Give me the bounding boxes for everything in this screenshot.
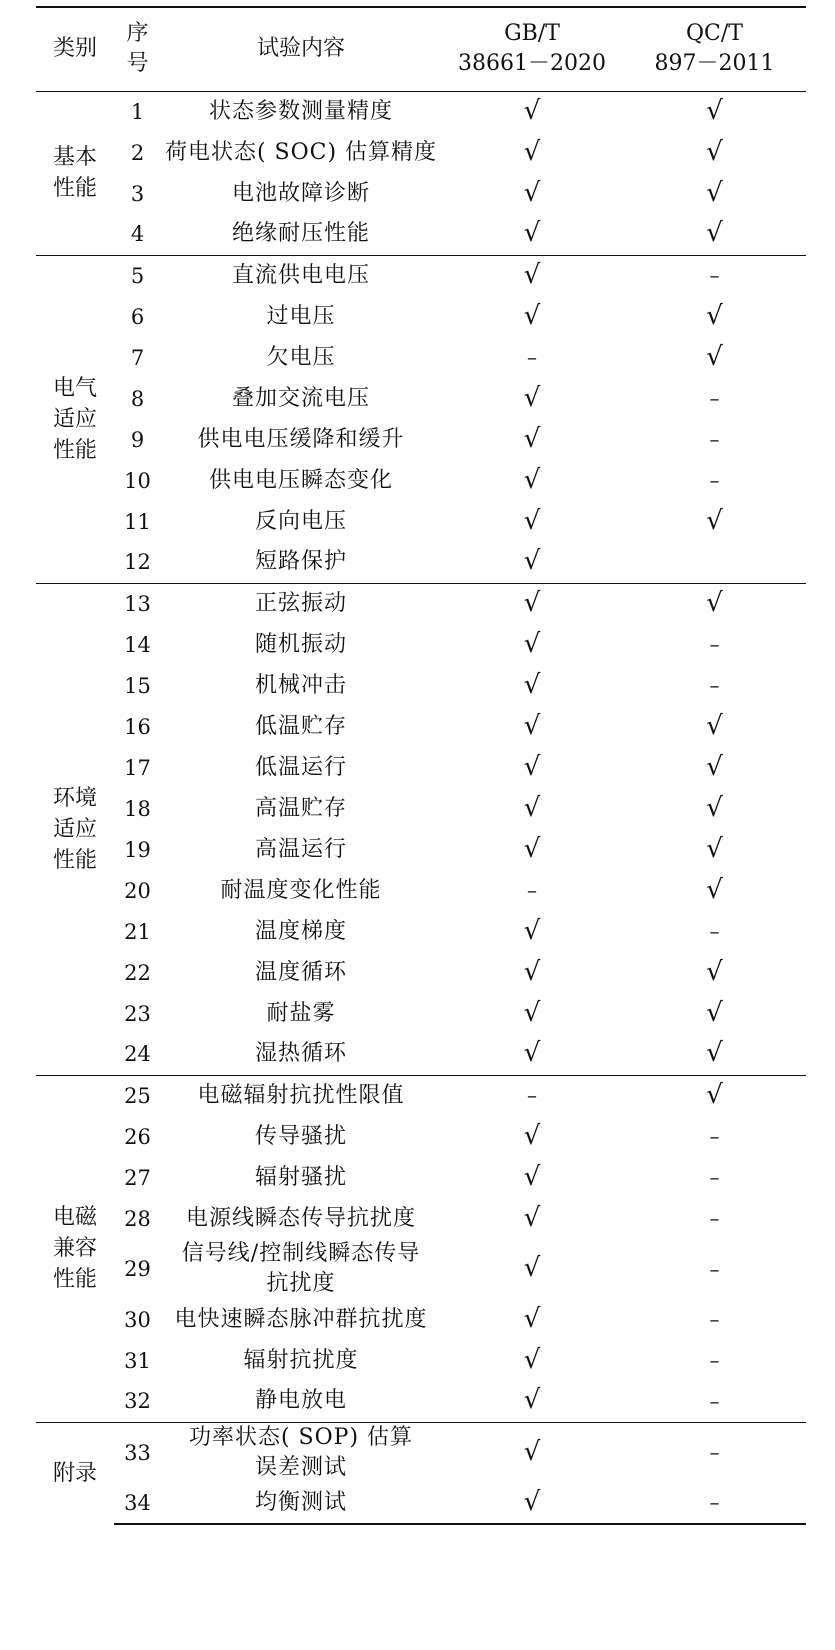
check-mark: √: [523, 710, 541, 741]
qc-mark-cell: [623, 173, 806, 214]
qc-mark-cell: [623, 583, 806, 624]
row-number: 6: [130, 304, 145, 329]
gb-mark-cell: [441, 1299, 623, 1340]
dash-mark: –: [709, 1348, 720, 1372]
check-mark: √: [523, 259, 541, 290]
dash-mark: –: [709, 386, 720, 410]
check-mark: √: [706, 587, 723, 618]
test-item: 绝缘耐压性能: [231, 221, 370, 247]
table-body: [36, 91, 806, 1524]
check-mark: √: [523, 1253, 541, 1283]
check-mark: √: [523, 1436, 541, 1467]
row-number: 32: [124, 1389, 151, 1414]
category-cell: [36, 583, 114, 1075]
gb-mark-cell: [441, 460, 623, 501]
row-number: 2: [130, 140, 145, 165]
gb-mark-cell: [441, 91, 623, 132]
category-label-line: 电气: [52, 375, 97, 401]
test-item: 低温贮存: [254, 713, 347, 739]
test-item-line: 抗扰度: [266, 1271, 336, 1296]
gb-mark-cell: [441, 214, 623, 255]
gb-mark-cell: [441, 1116, 623, 1157]
qc-mark-cell: [623, 747, 806, 788]
check-mark: √: [523, 628, 541, 659]
dash-mark: –: [709, 1256, 720, 1281]
category-label-line: 兼容: [52, 1236, 97, 1261]
test-item: [161, 1422, 441, 1483]
gb-mark-cell: [441, 706, 623, 747]
test-item: 温度循环: [254, 959, 347, 985]
test-item: 欠电压: [266, 344, 336, 370]
test-item: 湿热循环: [254, 1041, 347, 1067]
gb-mark-cell: [441, 870, 623, 911]
table-row: [36, 91, 806, 132]
qc-mark-cell: [623, 870, 806, 911]
dash-mark: –: [527, 878, 537, 902]
category-label-line: 适应: [52, 406, 97, 432]
table-row: [36, 788, 806, 829]
check-mark: √: [523, 1202, 541, 1233]
table-row: [36, 501, 806, 542]
row-number: 11: [124, 509, 151, 534]
gb-mark-cell: [441, 993, 623, 1034]
row-number: 7: [130, 345, 145, 370]
test-item: 电源线瞬态传导抗扰度: [185, 1205, 416, 1231]
table-row: [36, 1116, 806, 1157]
gb-mark-cell: [441, 132, 623, 173]
gb-mark-cell: [441, 665, 623, 706]
header-gb-standard: [441, 7, 623, 91]
category-cell: [36, 91, 114, 255]
table-row: [36, 296, 806, 337]
test-item: 过电压: [266, 303, 336, 329]
test-item: 供电电压瞬态变化: [208, 467, 393, 493]
check-mark: √: [523, 833, 541, 864]
table-row: [36, 173, 806, 214]
test-item: 短路保护: [254, 549, 347, 575]
check-mark: √: [706, 136, 723, 167]
check-mark: √: [706, 177, 723, 208]
table-row: [36, 747, 806, 788]
qc-mark-cell: [623, 1299, 806, 1340]
gb-mark-cell: [441, 1239, 623, 1299]
qc-mark-cell: [623, 1034, 806, 1075]
table-row: [36, 911, 806, 952]
qc-mark-cell: [623, 91, 806, 132]
dash-mark: –: [709, 427, 720, 451]
qc-mark-cell: [623, 337, 806, 378]
gb-mark-cell: [441, 419, 623, 460]
check-mark: √: [523, 956, 541, 987]
table-row: [36, 337, 806, 378]
gb-mark-cell: [441, 296, 623, 337]
category-label-line: 环境: [52, 785, 97, 811]
table-row: [36, 1239, 806, 1299]
row-number: 17: [124, 755, 151, 780]
test-item: 供电电压缓降和缓升: [197, 426, 405, 452]
test-item: 随机振动: [254, 631, 347, 657]
check-mark: √: [706, 505, 723, 536]
table-row: [36, 1299, 806, 1340]
row-number: 5: [114, 255, 161, 296]
gb-mark-cell: [441, 1340, 623, 1381]
check-mark: √: [523, 95, 541, 126]
row-number: 10: [124, 468, 151, 493]
table-row: [36, 583, 806, 624]
test-item: 高温运行: [254, 836, 347, 862]
test-item: 均衡测试: [161, 1483, 441, 1524]
check-mark: √: [523, 136, 541, 167]
check-mark: √: [706, 997, 723, 1028]
gb-mark-cell: [441, 1198, 623, 1239]
gb-mark-cell: [441, 1381, 623, 1422]
qc-mark-cell: [623, 501, 806, 542]
gb-mark-cell: [441, 1422, 623, 1483]
check-mark: √: [706, 874, 723, 905]
qc-mark-cell: [623, 419, 806, 460]
header-row: [36, 7, 806, 91]
row-number: 15: [124, 673, 151, 698]
row-number: 20: [124, 878, 151, 903]
dash-mark: –: [709, 1124, 720, 1148]
check-mark: √: [706, 833, 723, 864]
test-item: 辐射抗扰度: [243, 1347, 359, 1373]
test-item: 耐温度变化性能: [220, 877, 382, 903]
table-row: [36, 132, 806, 173]
category-label-line: 性能: [52, 176, 97, 201]
check-mark: √: [523, 1385, 541, 1416]
header-number-line: 序: [126, 21, 149, 47]
test-item: 电池故障诊断: [231, 180, 370, 206]
test-item-line: 信号线/控制线瞬态传导: [181, 1241, 421, 1266]
qc-mark-cell: [623, 829, 806, 870]
test-item: 反向电压: [254, 508, 347, 534]
test-item: 高温贮存: [254, 795, 347, 821]
row-number: 18: [124, 796, 151, 821]
table-row: [36, 829, 806, 870]
gb-mark-cell: [441, 911, 623, 952]
check-mark: √: [523, 1344, 541, 1375]
dash-mark: –: [709, 1307, 720, 1331]
row-number: 4: [130, 222, 145, 247]
check-mark: √: [523, 751, 541, 782]
table-row: [36, 419, 806, 460]
category-cell: [36, 1075, 114, 1422]
check-mark: √: [523, 1486, 541, 1517]
row-number: 30: [124, 1307, 151, 1332]
check-mark: √: [523, 1038, 541, 1069]
check-mark: √: [523, 915, 541, 946]
qc-mark-cell: [623, 788, 806, 829]
table-row: [36, 1075, 806, 1116]
qc-mark-cell: [623, 1239, 806, 1299]
qc-mark-cell: [623, 1157, 806, 1198]
header-gb-line: GB/T: [504, 21, 560, 47]
category-label-line: 电磁: [52, 1205, 97, 1230]
gb-mark-cell: [441, 378, 623, 419]
row-number: 22: [124, 960, 151, 985]
gb-mark-cell: [441, 624, 623, 665]
table-row: [36, 378, 806, 419]
test-item: 辐射骚扰: [254, 1164, 347, 1190]
row-number: 1: [130, 99, 145, 124]
test-item-line: 功率状态( SOP) 估算: [188, 1424, 414, 1450]
test-item: 电磁辐射抗扰性限值: [161, 1075, 441, 1116]
qc-mark-cell: [623, 1075, 806, 1116]
category-label-line: 性能: [52, 847, 97, 873]
check-mark: √: [523, 587, 541, 618]
category-cell: [36, 1422, 114, 1524]
test-item: [161, 1239, 441, 1299]
row-number: 28: [124, 1206, 151, 1231]
check-mark: √: [523, 997, 541, 1028]
dash-mark: –: [709, 632, 720, 656]
table-row: [36, 624, 806, 665]
dash-mark: –: [709, 673, 720, 697]
gb-mark-cell: [441, 542, 623, 583]
table-row: [36, 542, 806, 583]
table-row: [36, 1034, 806, 1075]
qc-mark-cell: [623, 624, 806, 665]
qc-mark-cell: [623, 1116, 806, 1157]
row-number: 21: [124, 919, 151, 944]
qc-mark-cell: [623, 378, 806, 419]
qc-mark-cell: [623, 1340, 806, 1381]
table-row: [36, 665, 806, 706]
gb-mark-cell: [441, 255, 623, 296]
gb-mark-cell: [441, 337, 623, 378]
test-item-line: 误差测试: [254, 1454, 347, 1480]
table-row: [36, 1422, 806, 1483]
check-mark: √: [706, 300, 723, 331]
category-label-line: 性能: [52, 437, 97, 463]
table-row: [36, 214, 806, 255]
test-item: 静电放电: [254, 1388, 347, 1414]
check-mark: √: [706, 218, 723, 249]
check-mark: √: [523, 218, 541, 249]
header-number: [114, 7, 161, 91]
row-number: 29: [124, 1257, 151, 1281]
check-mark: √: [706, 751, 723, 782]
row-number: 26: [124, 1124, 151, 1149]
check-mark: √: [523, 300, 541, 331]
test-item: 低温运行: [254, 754, 347, 780]
row-number: 19: [124, 837, 151, 862]
table-row: [36, 1157, 806, 1198]
gb-mark-cell: [441, 829, 623, 870]
header-qc-line: QC/T: [686, 21, 743, 47]
table-row: [36, 706, 806, 747]
dash-mark: –: [527, 1083, 537, 1108]
header-gb-line: 38661－2020: [458, 51, 606, 77]
check-mark: √: [706, 710, 723, 741]
test-item: 正弦振动: [161, 583, 441, 624]
header-qc-line: 897－2011: [654, 51, 775, 77]
dash-mark: –: [709, 468, 720, 492]
category-label-line: 适应: [52, 816, 97, 842]
qc-mark-cell: [623, 255, 806, 296]
check-mark: √: [523, 669, 541, 700]
gb-mark-cell: [441, 952, 623, 993]
check-mark: √: [706, 95, 723, 126]
row-number: 9: [130, 427, 145, 452]
check-mark: √: [706, 956, 723, 987]
dash-mark: –: [709, 1490, 720, 1514]
test-item: 叠加交流电压: [231, 385, 370, 411]
qc-mark-cell: [623, 706, 806, 747]
test-item: 温度梯度: [254, 918, 347, 944]
row-number: 3: [130, 181, 145, 206]
qc-mark-cell: [623, 214, 806, 255]
row-number: 14: [124, 632, 151, 657]
row-number: 25: [114, 1075, 161, 1116]
test-item: 传导骚扰: [254, 1123, 347, 1149]
row-number: 16: [124, 714, 151, 739]
row-number: 12: [124, 550, 151, 575]
dash-mark: –: [709, 263, 720, 288]
qc-mark-cell: [623, 1422, 806, 1483]
check-mark: √: [706, 341, 723, 372]
dash-mark: –: [709, 1165, 720, 1189]
test-item: 机械冲击: [254, 672, 347, 698]
category-label-line: 基本: [52, 145, 97, 170]
header-category: 类别: [36, 7, 114, 91]
category-label-line: 附录: [52, 1460, 97, 1486]
table-row: [36, 993, 806, 1034]
header-content: 试验内容: [161, 7, 441, 91]
gb-mark-cell: [441, 501, 623, 542]
test-item: 直流供电电压: [161, 255, 441, 296]
qc-mark-cell: [623, 460, 806, 501]
qc-mark-cell: [623, 132, 806, 173]
gb-mark-cell: [441, 1034, 623, 1075]
row-number: 34: [114, 1483, 161, 1524]
check-mark: √: [706, 1038, 723, 1069]
category-label-line: 性能: [52, 1267, 97, 1292]
row-number: 8: [130, 386, 145, 411]
table-row: [36, 952, 806, 993]
gb-mark-cell: [441, 1157, 623, 1198]
check-mark: √: [523, 423, 541, 454]
qc-mark-cell: [623, 952, 806, 993]
qc-mark-cell: [623, 665, 806, 706]
gb-mark-cell: [441, 788, 623, 829]
table-row: [36, 1340, 806, 1381]
row-number: 33: [114, 1422, 161, 1483]
dash-mark: –: [709, 919, 720, 943]
check-mark: √: [523, 177, 541, 208]
table-row: [36, 460, 806, 501]
qc-mark-cell: [623, 993, 806, 1034]
category-cell: [36, 255, 114, 583]
gb-mark-cell: [441, 1075, 623, 1116]
qc-mark-cell: [623, 1198, 806, 1239]
check-mark: √: [523, 464, 541, 495]
check-mark: √: [523, 1120, 541, 1151]
dash-mark: –: [527, 345, 537, 369]
row-number: 13: [114, 583, 161, 624]
gb-mark-cell: [441, 173, 623, 214]
test-item: 电快速瞬态脉冲群抗扰度: [174, 1306, 428, 1332]
check-mark: √: [523, 1161, 541, 1192]
table-row: [36, 1198, 806, 1239]
gb-mark-cell: [441, 1483, 623, 1524]
qc-mark-cell: [623, 1483, 806, 1524]
dash-mark: –: [709, 1440, 720, 1464]
check-mark: √: [523, 382, 541, 413]
table-row: [36, 1483, 806, 1524]
table-row: [36, 1381, 806, 1422]
test-item: 耐盐雾: [266, 1000, 336, 1026]
dash-mark: –: [709, 1206, 720, 1230]
check-mark: √: [523, 792, 541, 823]
table-row: [36, 870, 806, 911]
row-number: 23: [124, 1001, 151, 1026]
test-item: 荷电状态( SOC) 估算精度: [164, 139, 438, 165]
check-mark: √: [706, 1079, 723, 1110]
check-mark: √: [523, 546, 541, 577]
gb-mark-cell: [441, 747, 623, 788]
qc-mark-cell: [623, 296, 806, 337]
row-number: 31: [124, 1348, 151, 1373]
dash-mark: –: [709, 1388, 720, 1413]
comparison-table: [36, 6, 806, 1525]
header-qc-standard: [623, 7, 806, 91]
gb-mark-cell: [441, 583, 623, 624]
header-number-line: 号: [126, 51, 149, 77]
row-number: 27: [124, 1165, 151, 1190]
qc-mark-cell: [623, 1381, 806, 1422]
table-row: [36, 255, 806, 296]
qc-mark-cell: [623, 911, 806, 952]
row-number: 24: [124, 1042, 151, 1067]
check-mark: √: [706, 792, 723, 823]
qc-mark-cell: [623, 542, 806, 583]
check-mark: √: [523, 505, 541, 536]
test-item: 状态参数测量精度: [208, 98, 393, 124]
check-mark: √: [523, 1303, 541, 1334]
